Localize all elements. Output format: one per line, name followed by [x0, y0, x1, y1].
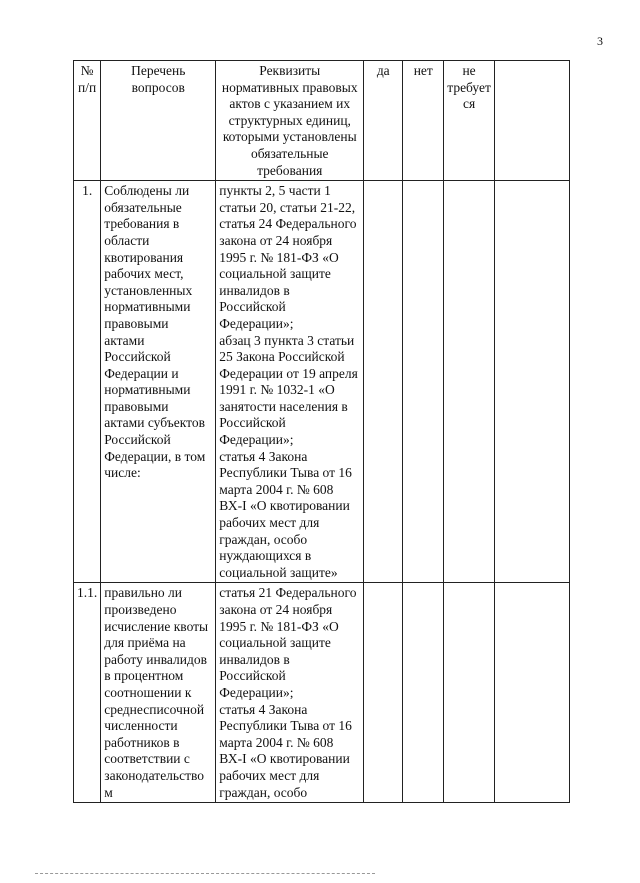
- checklist-table: [73, 60, 570, 803]
- page-number: 3: [597, 34, 603, 48]
- header-question-list: Перечень вопросов: [101, 61, 216, 181]
- row-no-cell: [403, 583, 444, 803]
- row-requisites: статья 21 Федерального закона от 24 ноября 1995 г. № 181-ФЗ «О социальной защите инвалидов в Российской Федерации»; статья 4 Закона Республики Тыва от 16 марта 2004 г. № 608 ВХ-I «О квотировании рабочих мест для граждан, особо: [216, 583, 364, 803]
- table-header-row: [74, 61, 570, 181]
- header-not-required: не требует ся: [444, 61, 495, 181]
- header-note: [494, 61, 569, 181]
- row-yes-cell: [364, 181, 403, 583]
- row-not-required-cell: [444, 583, 495, 803]
- row-question: правильно ли произведено исчисление квоты для приёма на работу инвалидов в процентном соотношении к среднесписочной численности работников в соответствии с законодательство м: [101, 583, 216, 803]
- row-not-required-cell: [444, 181, 495, 583]
- row-requisites: пункты 2, 5 части 1 статьи 20, статьи 21-22, статья 24 Федерального закона от 24 ноября 1995 г. № 181-ФЗ «О социальной защите инвалидов в Российской Федерации»; абзац 3 пункта 3 статьи 25 Закона Российской Федерации от 19 апреля 1991 г. № 1032-1 «О занятости населения в Российской Федерации»; статья 4 Закона Республики Тыва от 16 марта 2004 г. № 608 ВХ-I «О квотировании рабочих мест для граждан, особо нуждающихся в социальной защите»: [216, 181, 364, 583]
- footer-rule: [35, 873, 375, 874]
- row-note-cell: [494, 583, 569, 803]
- row-question: Соблюдены ли обязательные требования в области квотирования рабочих мест, установленных нормативными правовыми актами Российской Федерации и нормативными правовыми актами субъектов Российской Федерации, в том числе:: [101, 181, 216, 583]
- row-no-cell: [403, 181, 444, 583]
- row-yes-cell: [364, 583, 403, 803]
- row-number: 1.: [74, 181, 101, 583]
- header-yes: да: [364, 61, 403, 181]
- table-row: [74, 583, 570, 803]
- header-no: нет: [403, 61, 444, 181]
- header-number: № п/п: [74, 61, 101, 181]
- table-row: [74, 181, 570, 583]
- row-number: 1.1.: [74, 583, 101, 803]
- header-legal-requisites: Реквизиты нормативных правовых актов с указанием их структурных единиц, которыми установлены обязательные требования: [216, 61, 364, 181]
- row-note-cell: [494, 181, 569, 583]
